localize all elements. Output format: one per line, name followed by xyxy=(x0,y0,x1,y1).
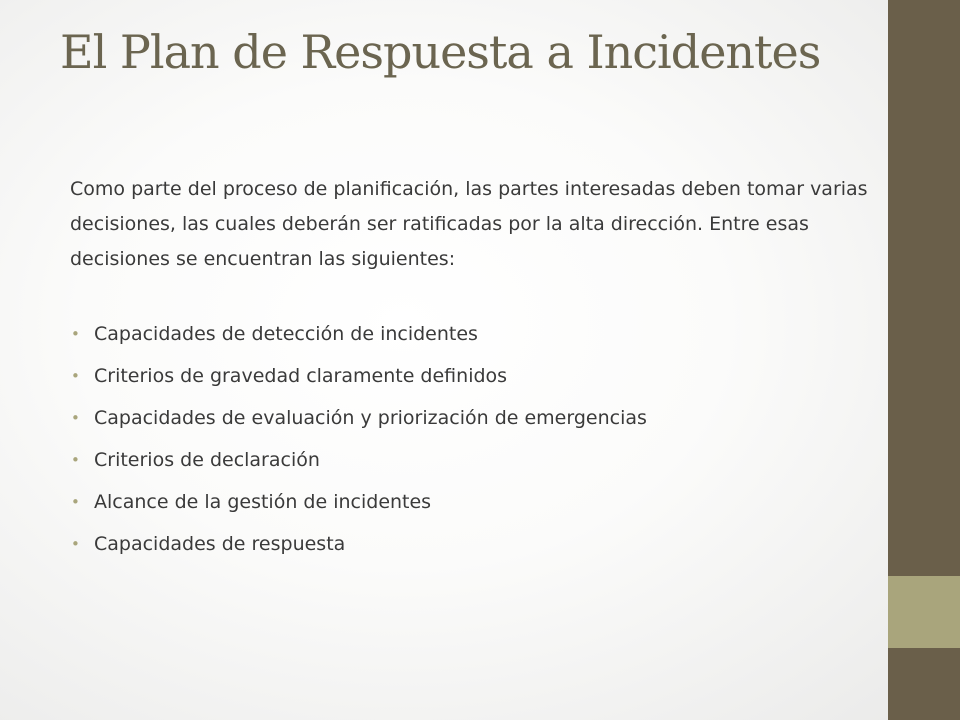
list-item-label: Criterios de gravedad claramente definidos xyxy=(94,365,508,387)
sidebar-accent-bottom xyxy=(888,648,960,720)
bullet-icon: • xyxy=(71,367,80,385)
list-item-label: Criterios de declaración xyxy=(94,449,320,471)
list-item xyxy=(70,321,870,347)
list-item xyxy=(70,447,870,473)
list-item xyxy=(70,405,870,431)
list-item-label: Alcance de la gestión de incidentes xyxy=(94,491,432,513)
sidebar-accent-top xyxy=(888,0,960,576)
bullet-icon: • xyxy=(71,325,80,343)
sidebar-accent-middle xyxy=(888,576,960,648)
bullet-icon: • xyxy=(71,409,80,427)
bullet-icon: • xyxy=(71,493,80,511)
decision-list xyxy=(70,321,870,573)
list-item xyxy=(70,531,870,557)
list-item-label: Capacidades de evaluación y priorización de emergencias xyxy=(94,407,647,429)
list-item xyxy=(70,489,870,515)
list-item-label: Capacidades de respuesta xyxy=(94,533,346,555)
slide-title: El Plan de Respuesta a Incidentes xyxy=(60,25,821,79)
list-item xyxy=(70,363,870,389)
intro-paragraph: Como parte del proceso de planificación, las partes interesadas deben tomar varias decisiones, las cuales deberán ser ratificadas por la alta dirección. Entre esas decisiones se encuentran las siguientes: xyxy=(70,178,868,270)
list-item-label: Capacidades de detección de incidentes xyxy=(94,323,478,345)
bullet-icon: • xyxy=(71,451,80,469)
bullet-icon: • xyxy=(71,535,80,553)
